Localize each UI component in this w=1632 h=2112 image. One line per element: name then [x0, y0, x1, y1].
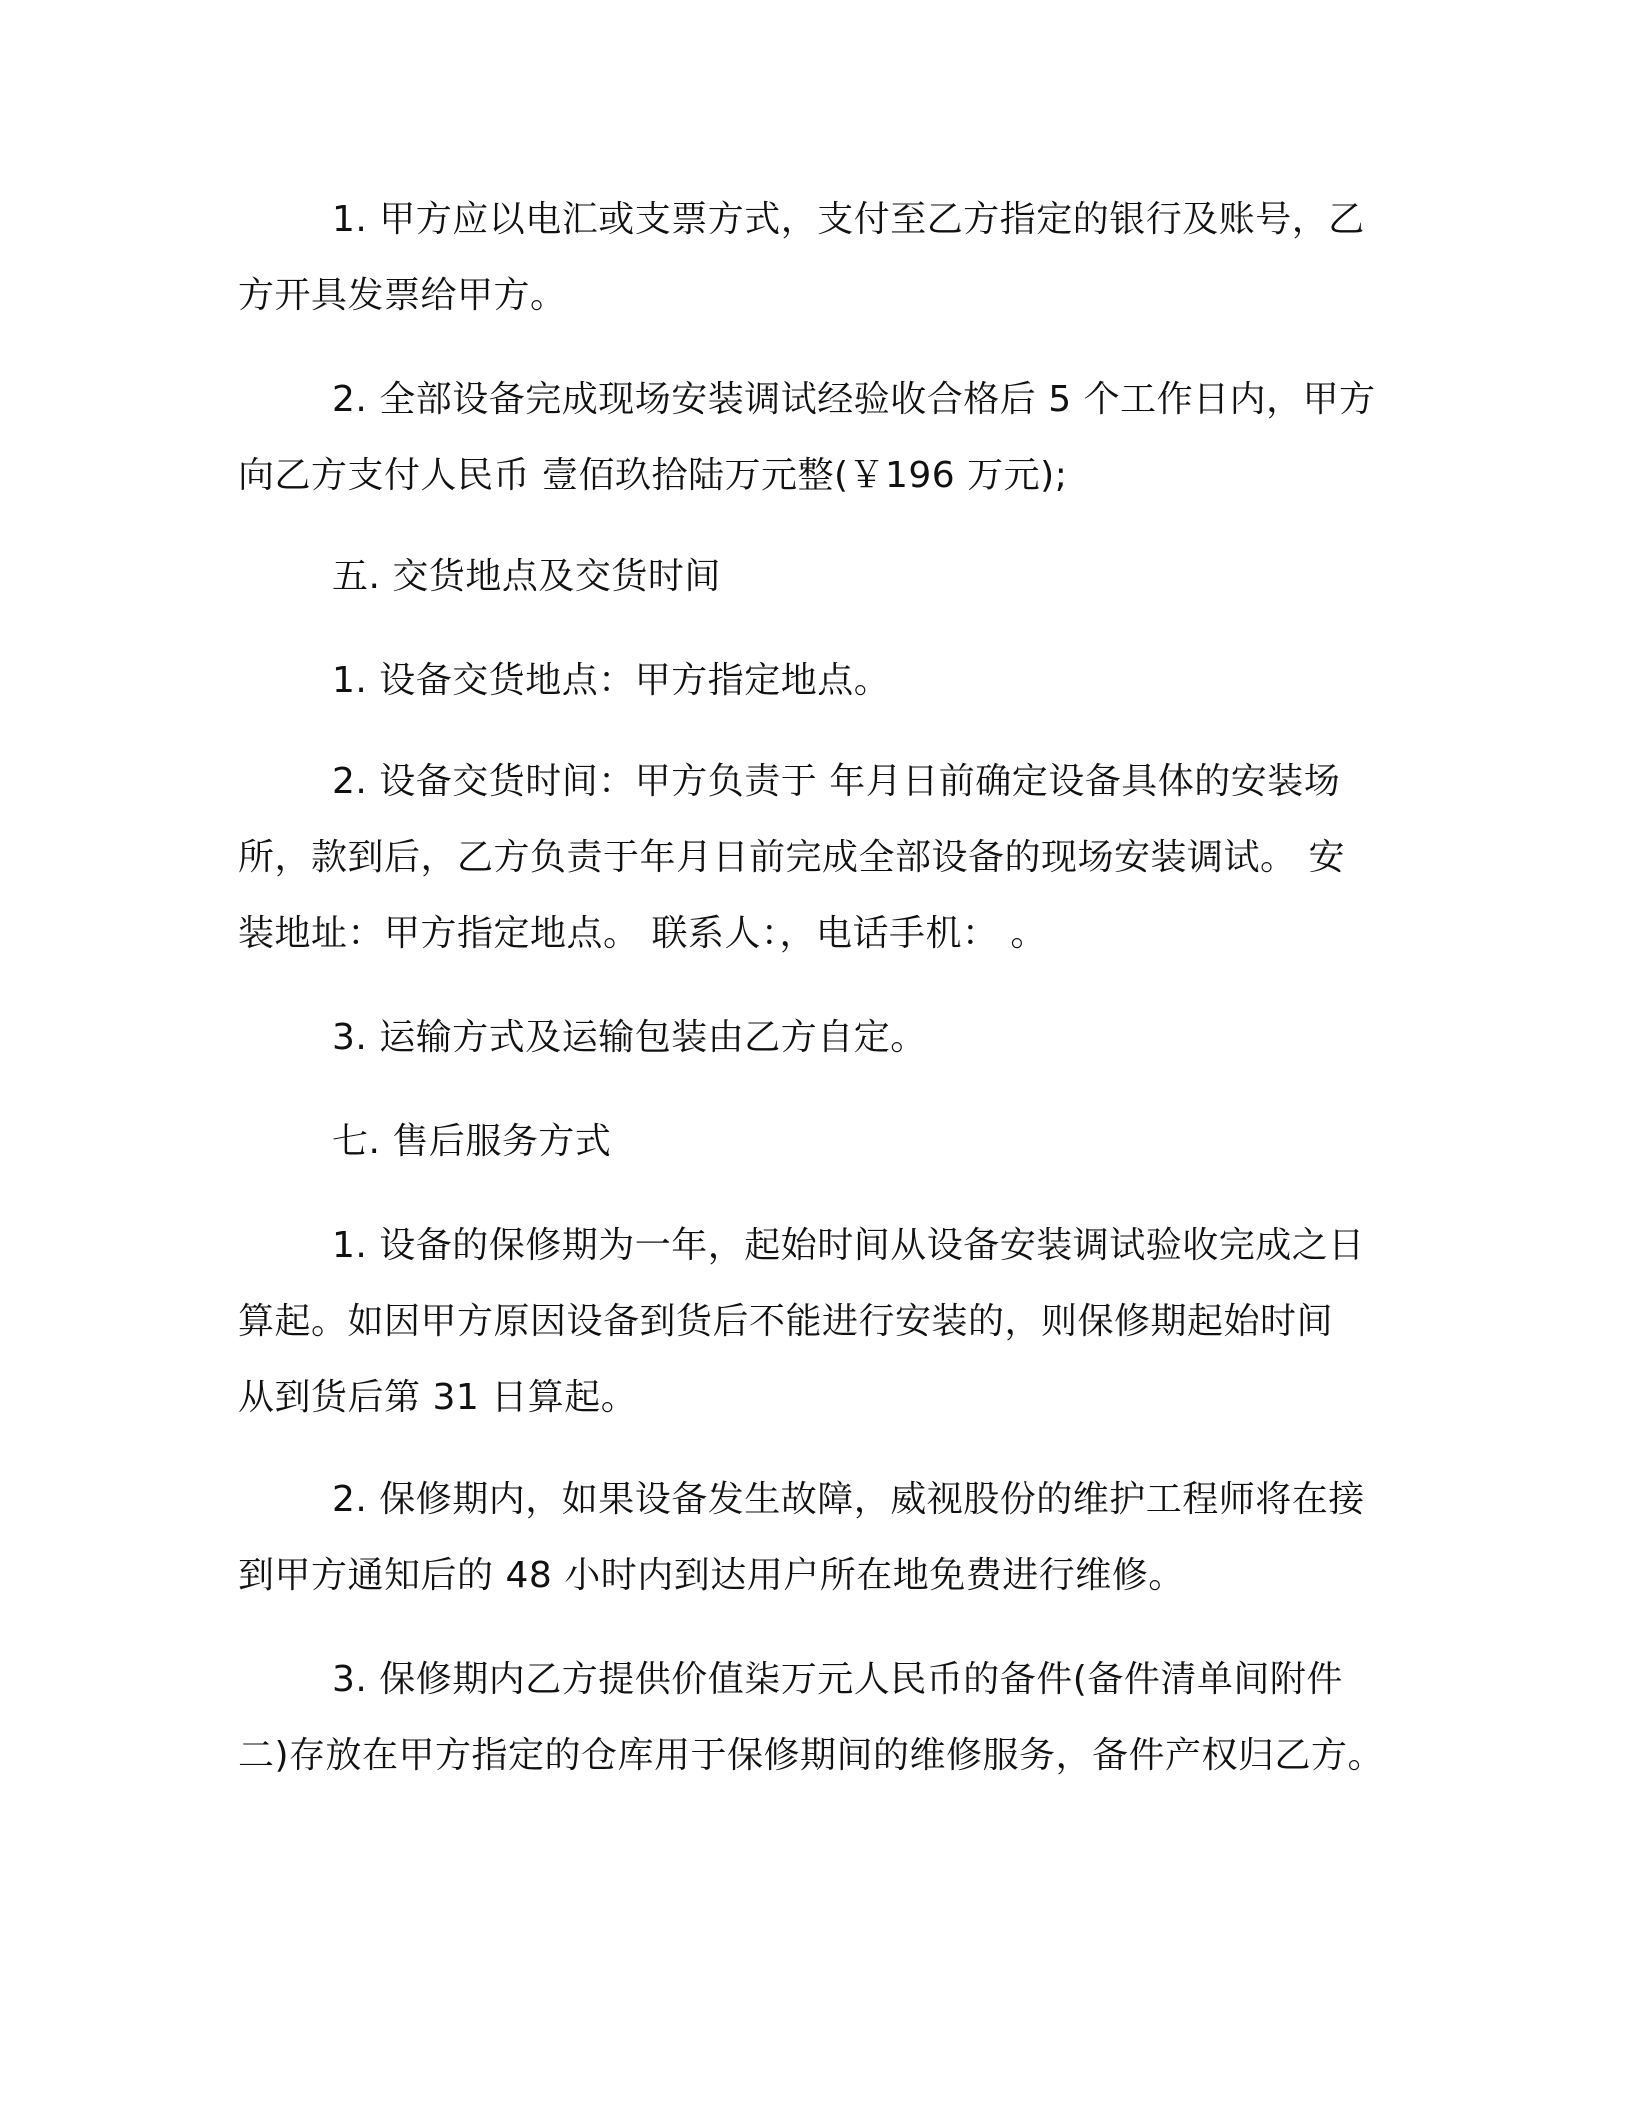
- para-payment-2-line-2: 向乙方支付人民币 壹佰玖拾陆万元整(￥196 万元);: [238, 455, 1068, 496]
- para-service-2-line-1: 2. 保修期内，如果设备发生故障，威视股份的维护工程师将在接: [332, 1479, 1365, 1520]
- section-heading-after-sales: 七. 售后服务方式: [332, 1121, 612, 1162]
- para-delivery-2-line-2: 所，款到后，乙方负责于年月日前完成全部设备的现场安装调试。 安: [238, 837, 1345, 878]
- para-service-3-line-1: 3. 保修期内乙方提供价值柒万元人民币的备件(备件清单间附件: [332, 1659, 1343, 1700]
- para-service-1-line-3: 从到货后第 31 日算起。: [238, 1377, 638, 1418]
- para-service-1-line-2: 算起。如因甲方原因设备到货后不能进行安装的，则保修期起始时间: [238, 1301, 1334, 1342]
- para-delivery-2-line-3: 装地址：甲方指定地点。 联系人：，电话手机： 。: [238, 913, 1047, 954]
- para-delivery-3: 3. 运输方式及运输包装由乙方自定。: [332, 1017, 927, 1058]
- para-payment-1-line-1: 1. 甲方应以电汇或支票方式，支付至乙方指定的银行及账号，乙: [332, 199, 1365, 240]
- para-payment-1-line-2: 方开具发票给甲方。: [238, 275, 567, 316]
- para-delivery-1: 1. 设备交货地点：甲方指定地点。: [332, 660, 891, 701]
- para-service-1-line-1: 1. 设备的保修期为一年，起始时间从设备安装调试验收完成之日: [332, 1225, 1365, 1266]
- para-delivery-2-line-1: 2. 设备交货时间：甲方负责于 年月日前确定设备具体的安装场: [332, 761, 1341, 802]
- para-service-2-line-2: 到甲方通知后的 48 小时内到达用户所在地免费进行维修。: [238, 1555, 1185, 1596]
- para-service-3-line-2: 二)存放在甲方指定的仓库用于保修期间的维修服务，备件产权归乙方。: [238, 1735, 1385, 1776]
- section-heading-delivery: 五. 交货地点及交货时间: [332, 556, 721, 597]
- para-payment-2-line-1: 2. 全部设备完成现场安装调试经验收合格后 5 个工作日内，甲方: [332, 379, 1376, 420]
